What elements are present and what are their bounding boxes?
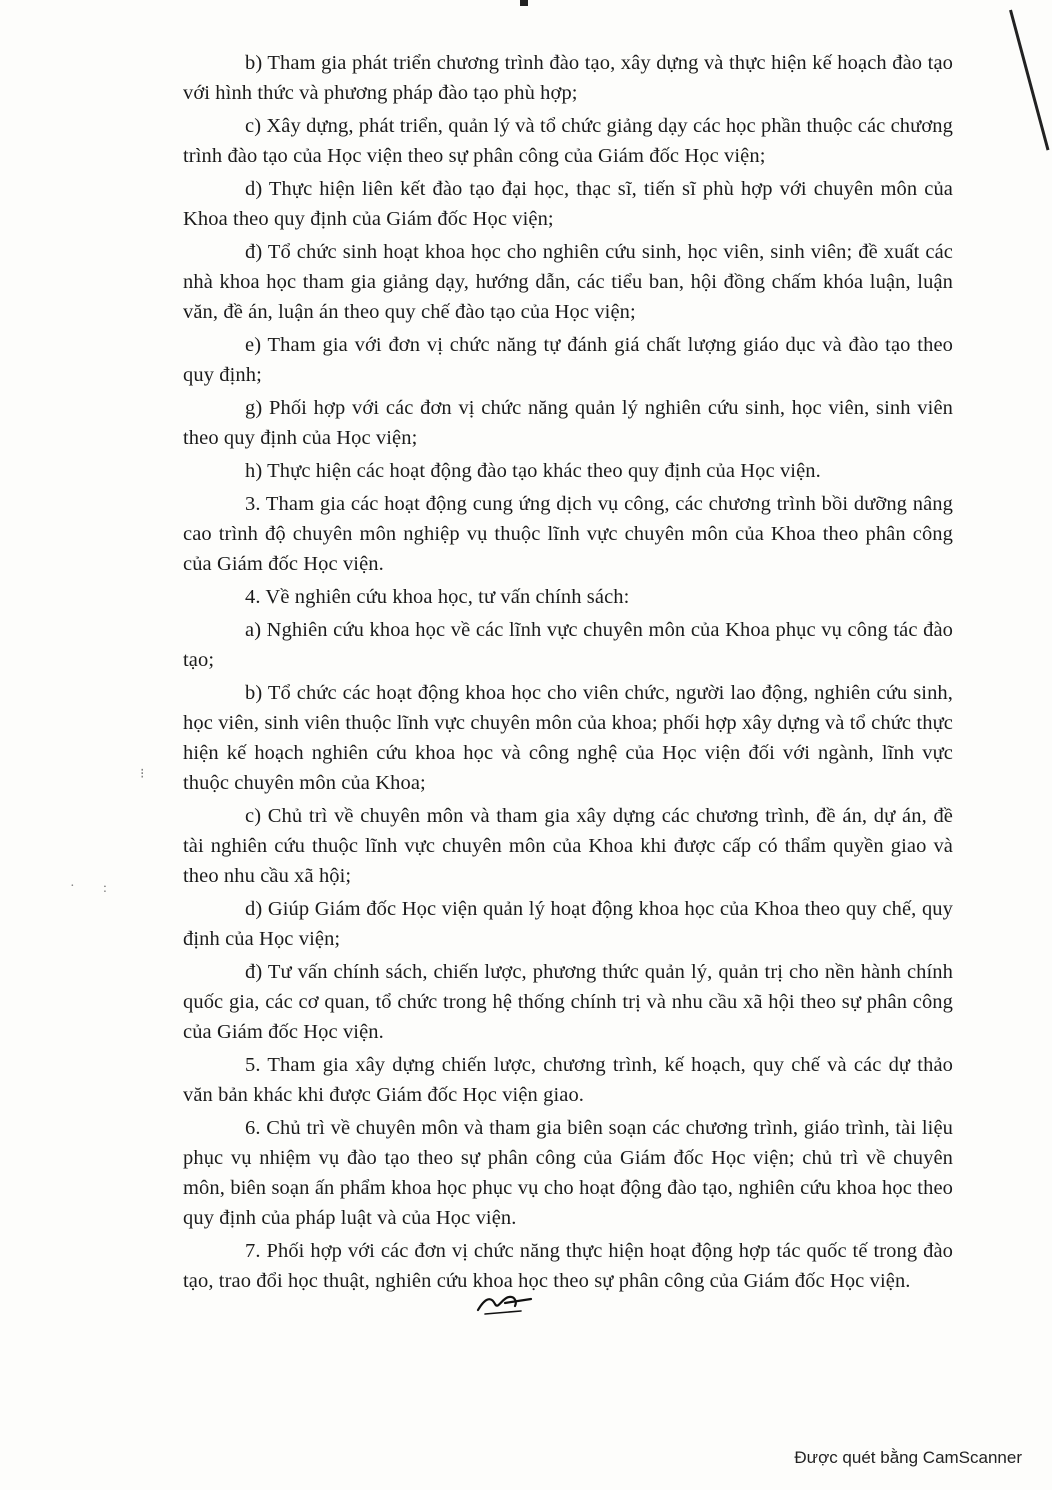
paragraph: d) Giúp Giám đốc Học viện quản lý hoạt động khoa học của Khoa theo quy chế, quy định của Học viện; (183, 898, 953, 950)
paragraph: đ) Tổ chức sinh hoạt khoa học cho nghiên cứu sinh, học viên, sinh viên; đề xuất các nhà khoa học tham gia giảng dạy, hướng dẫn, các tiểu ban, hội đồng chấm khóa luận, luận văn, đề án, luận án theo quy chế đào tạo của Học viện; (183, 241, 953, 323)
paragraph: d) Thực hiện liên kết đào tạo đại học, thạc sĩ, tiến sĩ phù hợp với chuyên môn của Khoa theo quy định của Giám đốc Học viện; (183, 178, 953, 230)
paragraph: e) Tham gia với đơn vị chức năng tự đánh giá chất lượng giáo dục và đào tạo theo quy định; (183, 334, 953, 386)
paragraph: 6. Chủ trì về chuyên môn và tham gia biên soạn các chương trình, giáo trình, tài liệu phục vụ nhiệm vụ đào tạo theo sự phân công của Giám đốc Học viện; chủ trì về chuyên môn, biên soạn ấn phẩm khoa học phục vụ cho hoạt động đào tạo, nghiên cứu khoa học theo quy định của pháp luật và của Học viện. (183, 1117, 953, 1229)
paragraph: g) Phối hợp với các đơn vị chức năng quản lý nghiên cứu sinh, học viên, sinh viên theo quy định của Học viện; (183, 397, 953, 449)
paragraph: b) Tham gia phát triển chương trình đào tạo, xây dựng và thực hiện kế hoạch đào tạo với hình thức và phương pháp đào tạo phù hợp; (183, 52, 953, 104)
scan-edge-mark-top (520, 0, 528, 6)
margin-speck: ⁝ (140, 767, 145, 782)
handwritten-initials-mark (475, 1290, 535, 1318)
margin-speck: · (70, 879, 75, 894)
paragraph: 4. Về nghiên cứu khoa học, tư vấn chính sách: (245, 586, 630, 608)
paragraph: c) Xây dựng, phát triển, quản lý và tổ chức giảng dạy các học phần thuộc các chương trình đào tạo của Học viện theo sự phân công của Giám đốc Học viện; (183, 115, 953, 167)
paragraph: 5. Tham gia xây dựng chiến lược, chương trình, kế hoạch, quy chế và các dự thảo văn bản khác khi được Giám đốc Học viện giao. (183, 1054, 953, 1106)
paragraph: h) Thực hiện các hoạt động đào tạo khác theo quy định của Học viện. (245, 460, 821, 482)
paragraph: a) Nghiên cứu khoa học về các lĩnh vực chuyên môn của Khoa phục vụ công tác đào tạo; (183, 619, 953, 671)
paragraph: c) Chủ trì về chuyên môn và tham gia xây dựng các chương trình, đề án, dự án, đề tài nghiên cứu thuộc lĩnh vực chuyên môn của Khoa khi được cấp có thẩm quyền giao và theo nhu cầu xã hội; (183, 805, 953, 887)
margin-speck: : (103, 881, 107, 896)
paragraph: b) Tổ chức các hoạt động khoa học cho viên chức, người lao động, nghiên cứu sinh, học viên, sinh viên thuộc lĩnh vực chuyên môn của khoa; phối hợp xây dựng và tổ chức thực hiện kế hoạch nghiên cứu khoa học và công nghệ của Học viện đối với ngành, lĩnh vực thuộc chuyên môn của Khoa; (183, 682, 953, 794)
paragraph: 7. Phối hợp với các đơn vị chức năng thực hiện hoạt động hợp tác quốc tế trong đào tạo, trao đổi học thuật, nghiên cứu khoa học theo sự phân công của Giám đốc Học viện. (183, 1240, 953, 1292)
scan-edge-mark-right (1009, 10, 1049, 151)
paragraph: 3. Tham gia các hoạt động cung ứng dịch vụ công, các chương trình bồi dưỡng nâng cao trình độ chuyên môn nghiệp vụ thuộc lĩnh vực chuyên môn của Khoa theo phân công của Giám đốc Học viện. (183, 493, 953, 575)
scanner-watermark: Được quét bằng CamScanner (794, 1448, 1022, 1467)
document-body (183, 48, 953, 1299)
paragraph: đ) Tư vấn chính sách, chiến lược, phương thức quản lý, quản trị cho nền hành chính quốc gia, các cơ quan, tổ chức trong hệ thống chính trị và nhu cầu xã hội theo sự phân công của Giám đốc Học viện. (183, 961, 953, 1043)
